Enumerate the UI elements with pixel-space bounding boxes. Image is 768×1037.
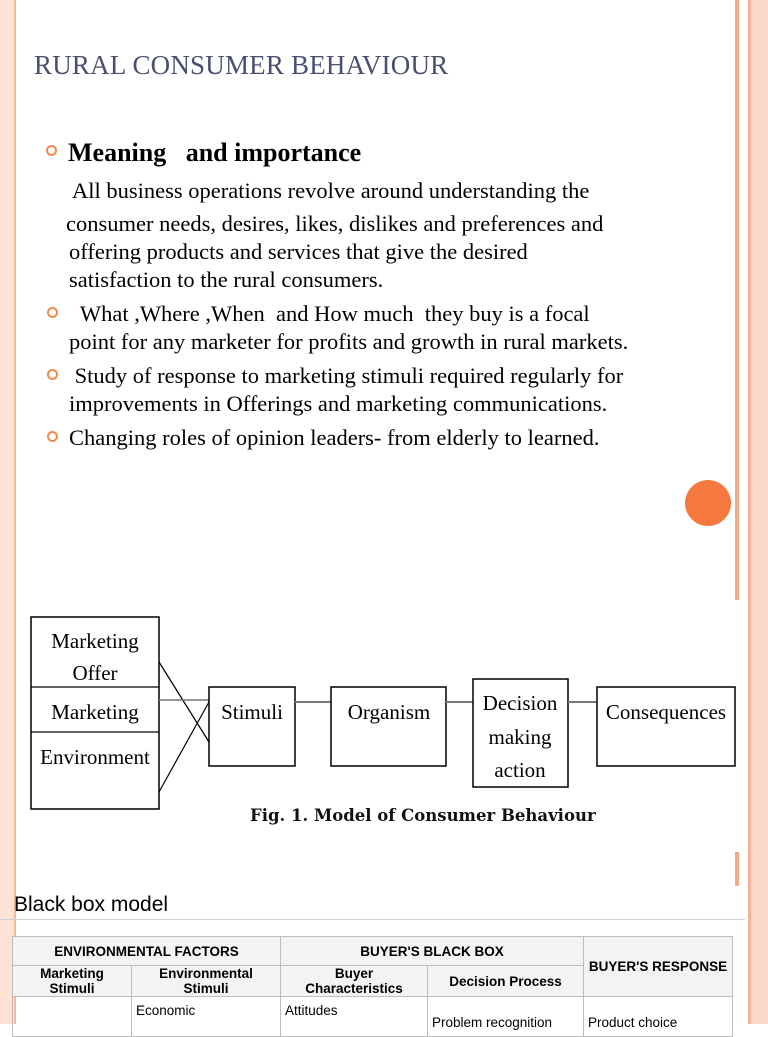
bullet-line: point for any marketer for profits and growth in rural markets. <box>69 329 629 354</box>
table-cell: Problem recognition <box>428 997 584 1037</box>
intro-line: All business operations revolve around understanding the <box>72 178 590 203</box>
left-border <box>0 0 16 1024</box>
consumer-behaviour-diagram <box>0 600 740 810</box>
marketing-environment-label: Environment <box>40 745 150 769</box>
bullet-line: Study of response to marketing stimuli required regularly for <box>69 363 624 388</box>
table-row <box>13 997 733 1037</box>
table-cell <box>13 997 132 1037</box>
black-box-title: Black box model <box>14 893 169 916</box>
bullet-icon <box>46 145 57 156</box>
right-accent-bar-lower <box>735 852 739 886</box>
slide-title: RURAL CONSUMER BEHAVIOUR <box>34 50 449 80</box>
marketing-offer-label: Offer <box>72 661 118 685</box>
table-group-header: BUYER'S RESPONSE <box>584 937 733 997</box>
table-group-header: BUYER'S BLACK BOX <box>281 937 584 966</box>
decision-label: Decision <box>482 691 558 715</box>
table-sub-header: Decision Process <box>428 966 584 997</box>
bullet-line: improvements in Offerings and marketing communications. <box>69 391 608 416</box>
bullet-icon <box>47 307 58 318</box>
marketing-environment-label: Marketing <box>51 700 139 724</box>
table-cell: Economic <box>132 997 281 1037</box>
table-sub-header: Environmental Stimuli <box>132 966 281 997</box>
heading-text: Meaning and importance <box>68 138 362 167</box>
bullet-line: What ,Where ,When and How much they buy is a focal <box>69 301 590 326</box>
divider <box>0 919 745 920</box>
table-group-header: ENVIRONMENTAL FACTORS <box>13 937 281 966</box>
consequences-box <box>597 687 735 766</box>
right-border <box>748 0 768 1024</box>
decision-label: making <box>488 725 552 749</box>
figure-caption: Fig. 1. Model of Consumer Behaviour <box>250 806 596 825</box>
bullet-icon <box>47 369 58 380</box>
right-accent-bar <box>735 0 739 600</box>
stimuli-box <box>209 687 295 766</box>
consequences-label: Consequences <box>605 700 727 724</box>
bullet-line: Changing roles of opinion leaders- from elderly to learned. <box>69 425 600 450</box>
intro-line: consumer needs, desires, likes, dislikes and preferences and <box>66 211 604 236</box>
black-box-table <box>12 936 733 1037</box>
organism-label: Organism <box>347 700 431 724</box>
intro-line: offering products and services that give the desired <box>69 239 528 264</box>
table-sub-header: Buyer Characteristics <box>281 966 428 997</box>
bullet-icon <box>47 431 58 442</box>
section-heading <box>46 138 361 168</box>
organism-box <box>331 687 446 766</box>
accent-circle <box>685 480 731 526</box>
table-cell: Product choice <box>584 997 733 1037</box>
table-sub-header: Marketing Stimuli <box>13 966 132 997</box>
decision-label: action <box>494 758 546 782</box>
table-cell: Attitudes <box>281 997 428 1037</box>
marketing-offer-label: Marketing <box>51 629 139 653</box>
stimuli-label: Stimuli <box>221 700 283 724</box>
intro-line: satisfaction to the rural consumers. <box>69 267 384 292</box>
